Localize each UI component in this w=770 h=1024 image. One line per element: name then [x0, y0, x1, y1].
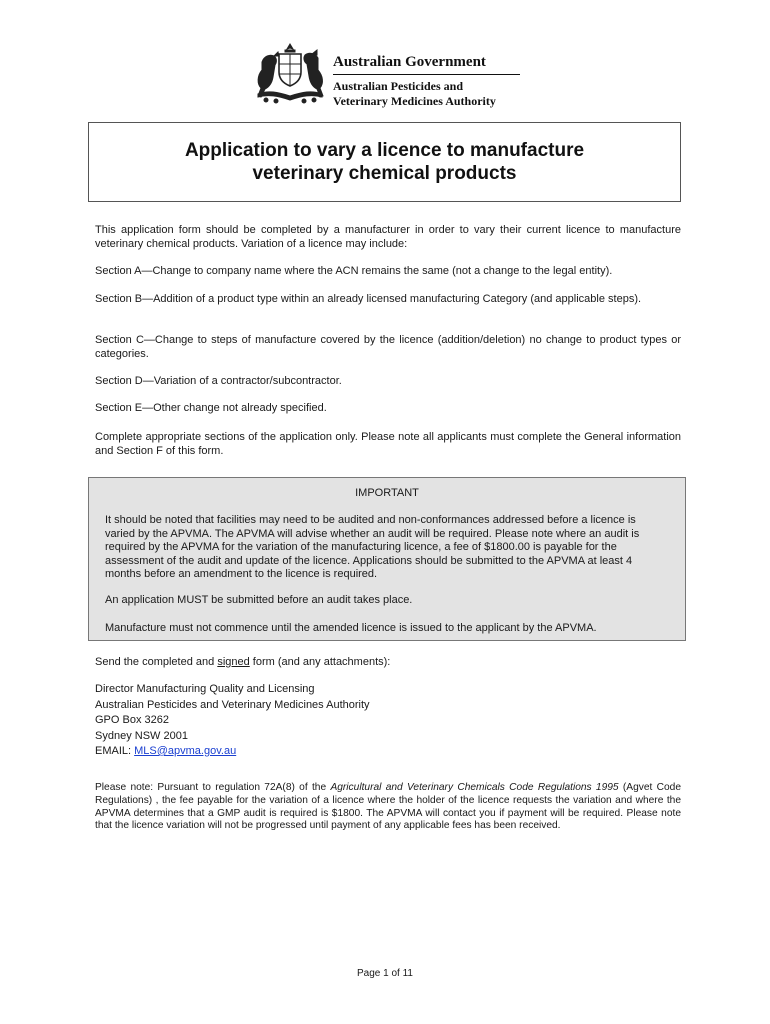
complete-instruction: Complete appropriate sections of the application only. Please note all applicants must complete the General information and Section F of this form. — [95, 431, 681, 457]
section-a-description: Section A—Change to company name where the ACN remains the same (not a change to the legal entity). — [95, 265, 613, 277]
section-d-description: Section D—Variation of a contractor/subcontractor. — [95, 375, 342, 387]
important-audit-paragraph: It should be noted that facilities may need to be audited and non-conformances addressed before a licence is varied by the APVMA. The APVMA will advise whether an audit will be required. Please note where an audit is required by the APVMA for the variation of the manufacturing licence, a fee of $1800.00 is payable for the assessment of the audit and update of the licence. Applications should be submitted to the APVMA at least 4 months before an amendment to the licence is required. — [105, 514, 640, 580]
section-c-description: Section C—Change to steps of manufacture covered by the licence (addition/deletion) no change to product types or categories. — [95, 334, 681, 360]
fee-note-part2: (Agvet Code Regulations) , the fee payable for the variation of a licence where the holder of the licence requests the variation and where the APVMA determines that a GMP audit is required is $1800. The APVMA will contact you if payment will be required. Please note that the licence variation will not be progressed until payment of any applicable fees has been received. — [95, 782, 681, 832]
send-text-before: Send the completed and — [95, 656, 218, 668]
government-title: Australian Government — [333, 54, 486, 70]
address-email-line — [95, 744, 370, 760]
agency-name-line1: Australian Pesticides and — [333, 79, 464, 93]
intro-paragraph: This application form should be completed by a manufacturer in order to vary their current licence to manufacture veterinary chemical products. Variation of a licence may include: — [95, 224, 681, 250]
section-b-description: Section B—Addition of a product type within an already licensed manufacturing Category (and applicable steps). — [95, 293, 642, 305]
page-title-line2: veterinary chemical products — [252, 163, 517, 184]
coat-of-arms-logo — [252, 42, 328, 106]
email-link[interactable]: MLS@apvma.gov.au — [134, 745, 237, 757]
send-instruction — [95, 656, 681, 670]
important-manufacture-paragraph: Manufacture must not commence until the amended licence is issued to the applicant by the APVMA. — [105, 622, 597, 634]
send-text-after: form (and any attachments): — [249, 656, 391, 668]
send-signed-word: signed — [217, 656, 250, 668]
important-notice-box — [88, 477, 686, 641]
fee-note-paragraph — [95, 782, 681, 833]
address-line4: Sydney NSW 2001 — [95, 729, 188, 742]
header-divider — [333, 74, 520, 75]
title-box — [88, 122, 681, 202]
fee-note-part1: Please note: Pursuant to regulation 72A(8) of the — [95, 782, 331, 793]
address-line1: Director Manufacturing Quality and Licensing — [95, 683, 315, 695]
address-line2: Australian Pesticides and Veterinary Medicines Authority — [95, 698, 370, 711]
page-title-line1: Application to vary a licence to manufacture — [184, 140, 585, 161]
agency-name — [333, 79, 496, 109]
address-line3: GPO Box 3262 — [95, 714, 169, 726]
section-e-description: Section E—Other change not already specified. — [95, 402, 327, 414]
important-heading: IMPORTANT — [355, 487, 419, 499]
mailing-address — [95, 682, 370, 760]
page-number: Page 1 of 11 — [357, 968, 413, 979]
page-title — [185, 139, 584, 185]
important-application-paragraph: An application MUST be submitted before an audit takes place. — [105, 594, 413, 606]
email-label: EMAIL: — [95, 745, 135, 757]
header — [252, 40, 532, 114]
agency-name-line2: Veterinary Medicines Authority — [333, 94, 496, 108]
regulation-title: Agricultural and Veterinary Chemicals Code Regulations 1995 — [330, 782, 619, 793]
